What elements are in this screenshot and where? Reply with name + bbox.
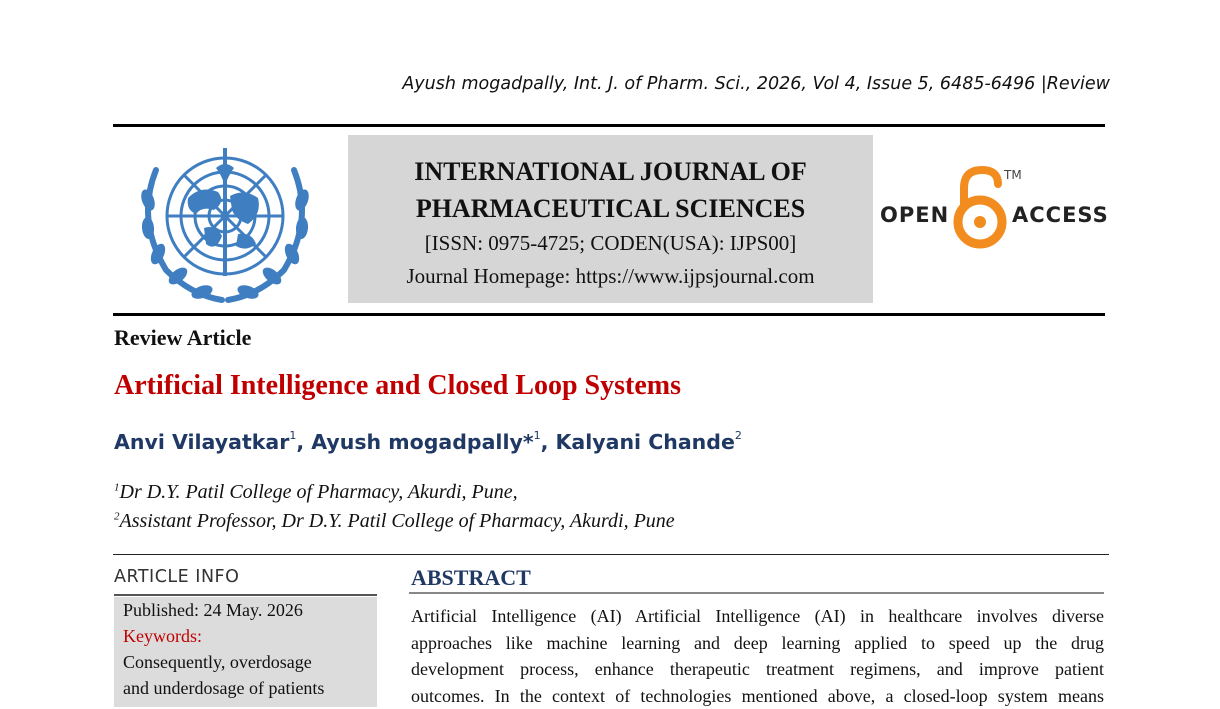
journal-issn: [ISSN: 0975-4725; CODEN(USA): IJPS00] (348, 227, 873, 260)
affiliation-mark: 2 (114, 510, 120, 522)
open-access-access-text: ACCESS (1012, 203, 1109, 227)
affiliation-2 (114, 510, 675, 533)
author-affiliation-mark: 1 (534, 429, 541, 442)
abstract-body (411, 603, 1104, 709)
author-separator: , (296, 430, 311, 454)
article-info-rule (114, 594, 377, 596)
article-info-box (114, 597, 377, 707)
journal-name-line1: INTERNATIONAL JOURNAL OF (348, 153, 873, 190)
open-access-tm: TM (1004, 168, 1022, 182)
author-name: Ayush mogadpally* (311, 430, 533, 454)
header-top-rule (113, 124, 1105, 127)
author-name: Anvi Vilayatkar (114, 430, 289, 454)
open-access-open-text: OPEN (880, 203, 949, 227)
affiliation-mark: 1 (114, 481, 120, 493)
article-info-heading: ARTICLE INFO (114, 567, 239, 587)
author-name: Kalyani Chande (556, 430, 735, 454)
header-bottom-rule (113, 313, 1105, 316)
citation-header: Ayush mogadpally, Int. J. of Pharm. Sci., 2026, Vol 4, Issue 5, 6485-6496 |Review (402, 74, 1110, 94)
abstract-line: outcomes. In the context of technologies mentioned above, a closed-loop system means (411, 683, 1104, 709)
author-separator: , (541, 430, 556, 454)
section-divider (113, 554, 1109, 555)
keywords-line: Consequently, overdosage (114, 649, 377, 675)
journal-name-line2: PHARMACEUTICAL SCIENCES (348, 190, 873, 227)
open-access-logo (880, 166, 1112, 256)
keywords-label: Keywords: (114, 623, 377, 649)
author-affiliation-mark: 1 (289, 429, 296, 442)
article-type: Review Article (114, 325, 251, 351)
abstract-line: Artificial Intelligence (AI) Artificial Intelligence (AI) in healthcare involves diverse (411, 603, 1104, 630)
journal-emblem-logo (126, 140, 324, 306)
published-date: Published: 24 May. 2026 (114, 597, 377, 623)
abstract-rule (409, 592, 1104, 594)
journal-homepage: Journal Homepage: https://www.ijpsjournal.com (348, 260, 873, 293)
affiliation-text: Dr D.Y. Patil College of Pharmacy, Akurdi, Pune, (120, 481, 518, 503)
author-affiliation-mark: 2 (735, 429, 742, 442)
article-title: Artificial Intelligence and Closed Loop Systems (114, 370, 681, 402)
affiliation-text: Assistant Professor, Dr D.Y. Patil College of Pharmacy, Akurdi, Pune (120, 510, 675, 532)
open-access-lock-icon (952, 166, 1012, 256)
abstract-line: development process, enhance therapeutic treatment regimens, and improve patient (411, 656, 1104, 683)
keywords-line: and underdosage of patients (114, 675, 377, 701)
abstract-heading: ABSTRACT (411, 565, 531, 591)
abstract-line: approaches like machine learning and deep learning applied to speed up the drug (411, 630, 1104, 657)
affiliation-1 (114, 481, 518, 504)
author-list (114, 430, 742, 454)
journal-masthead (348, 135, 873, 303)
